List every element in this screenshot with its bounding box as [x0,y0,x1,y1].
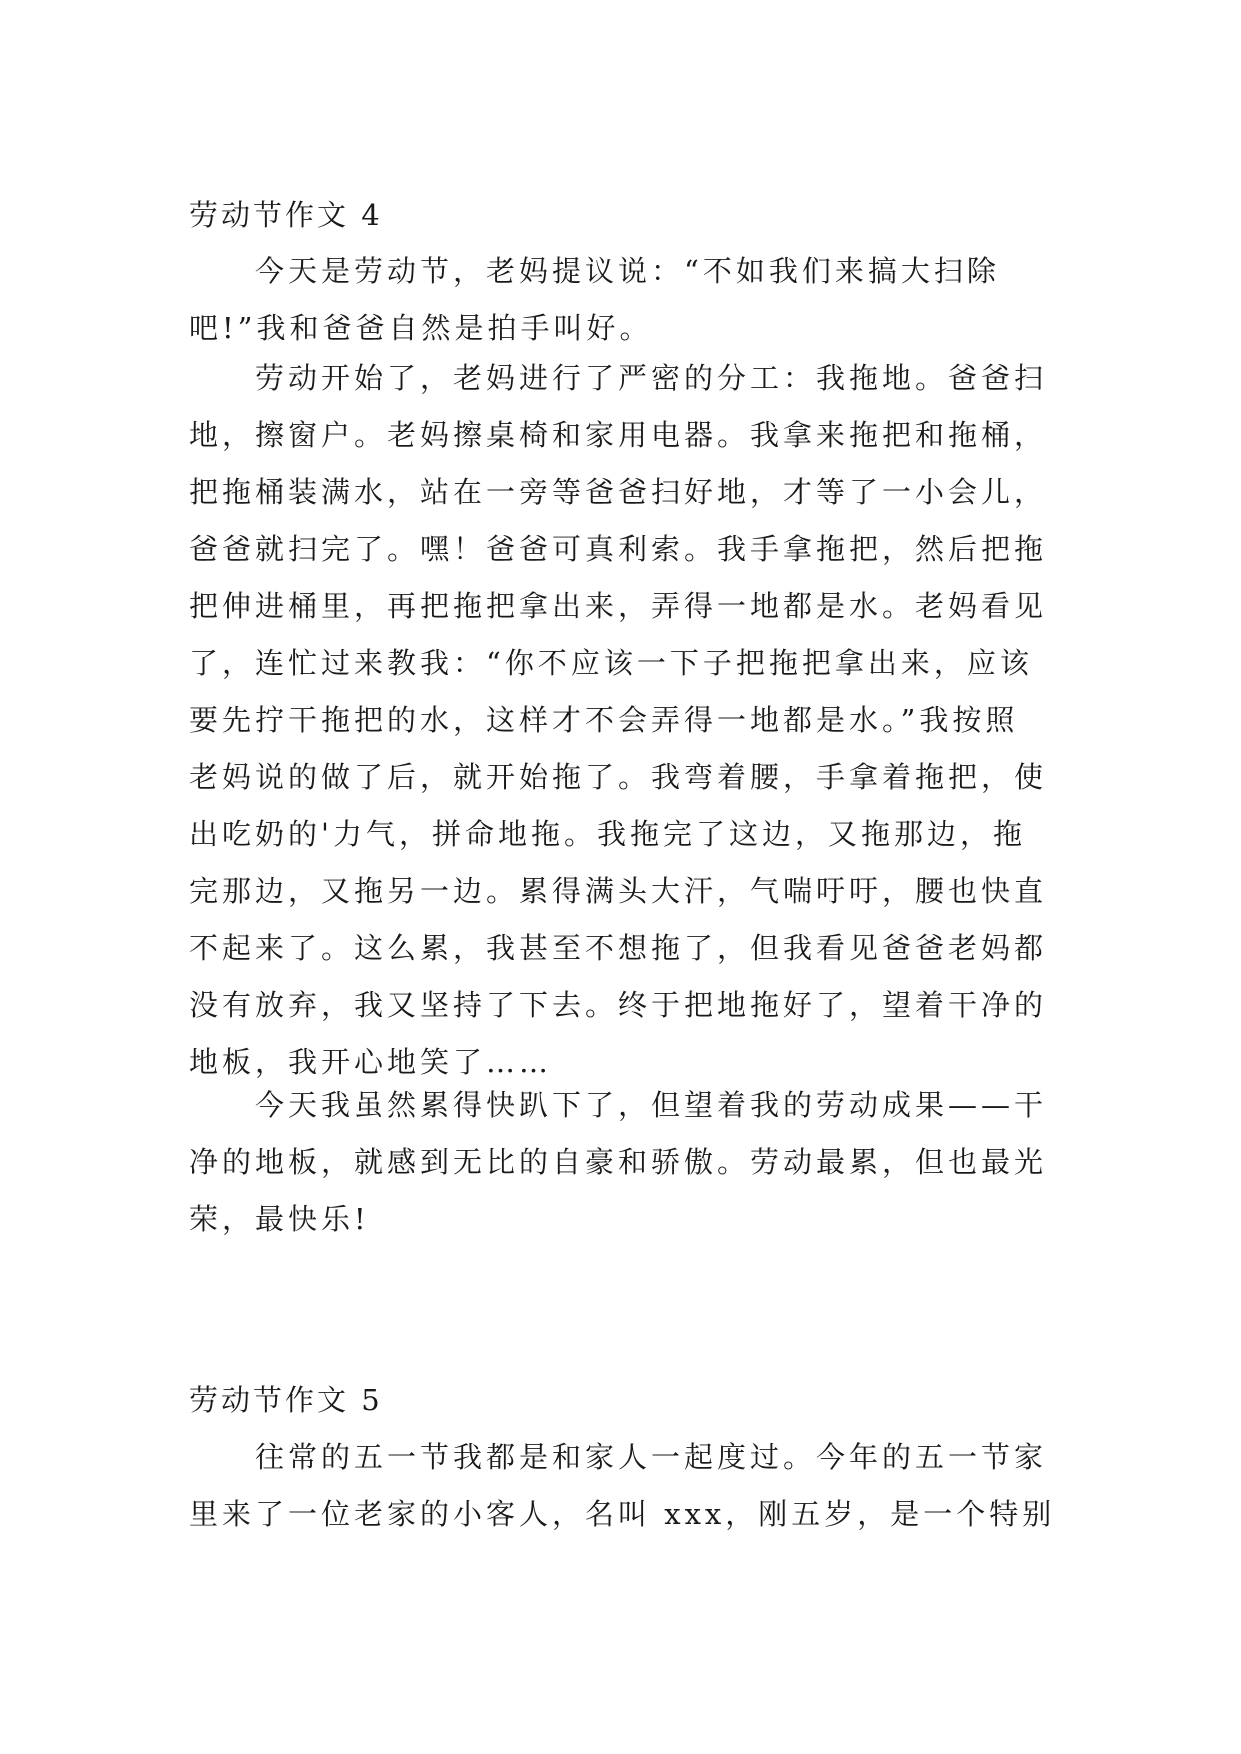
paragraph-4-2 [189,350,1049,1091]
paragraph-4-3 [189,1077,1049,1248]
text-line: 把拖桶装满水，站在一旁等爸爸扫好地，才等了一小会儿， [189,475,1048,509]
text-line: 净的地板，就感到无比的自豪和骄傲。劳动最累，但也最光 [189,1145,1048,1179]
section-title-5: 劳动节作文 5 [189,1383,383,1417]
text-line: 出吃奶的'力气，拼命地拖。我拖完了这边，又拖那边，拖 [189,817,1026,851]
text-line: 不起来了。这么累，我甚至不想拖了，但我看见爸爸老妈都 [189,931,1048,965]
paragraph-5-1 [189,1429,1056,1543]
text-line: 地，擦窗户。老妈擦桌椅和家用电器。我拿来拖把和拖桶， [189,418,1048,452]
text-line: 没有放弃，我又坚持了下去。终于把地拖好了，望着干净的 [189,988,1048,1022]
text-line: 爸爸就扫完了。嘿！爸爸可真利索。我手拿拖把，然后把拖 [189,532,1048,566]
text-line: 往常的五一节我都是和家人一起度过。今年的五一节家 [255,1440,1048,1474]
text-line: 今天是劳动节，老妈提议说：“不如我们来搞大扫除 [255,254,1000,288]
text-line: 荣，最快乐! [189,1202,370,1236]
text-line: 了，连忙过来教我：“你不应该一下子把拖把拿出来，应该 [189,646,1033,680]
text-line: 地板，我开心地笑了…… [189,1045,553,1079]
text-line: 劳动开始了，老妈进行了严密的分工：我拖地。爸爸扫 [255,361,1048,395]
text-line: 老妈说的做了后，就开始拖了。我弯着腰，手拿着拖把，使 [189,760,1048,794]
text-line: 完那边，又拖另一边。累得满头大汗，气喘吁吁，腰也快直 [189,874,1048,908]
text-line: 把伸进桶里，再把拖把拿出来，弄得一地都是水。老妈看见 [189,589,1048,623]
text-line: 里来了一位老家的小客人，名叫 xxx，刚五岁，是一个特别 [189,1497,1056,1531]
section-title-4: 劳动节作文 4 [189,198,383,232]
text-line: 吧!”我和爸爸自然是拍手叫好。 [189,311,653,345]
text-line: 今天我虽然累得快趴下了，但望着我的劳动成果——干 [255,1088,1048,1122]
paragraph-4-1 [189,243,1049,357]
text-line: 要先拧干拖把的水，这样才不会弄得一地都是水。”我按照 [189,703,1019,737]
